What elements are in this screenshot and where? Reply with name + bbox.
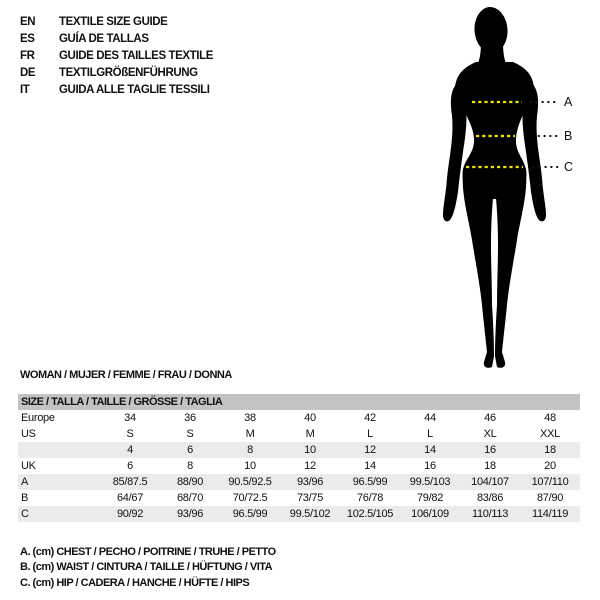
size-table <box>18 394 580 522</box>
size-cell: 87/90 <box>536 492 564 504</box>
language-code: IT <box>20 83 30 96</box>
language-row <box>20 64 213 81</box>
language-row <box>20 81 213 98</box>
size-cell: M <box>245 428 255 440</box>
language-label: TEXTILE SIZE GUIDE <box>59 15 168 28</box>
size-cell: 18 <box>544 444 556 456</box>
language-code: FR <box>20 49 35 62</box>
row-label: B <box>21 492 29 504</box>
language-code: ES <box>20 32 35 45</box>
table-row-us <box>18 426 580 442</box>
size-cell: 16 <box>484 444 496 456</box>
size-cell: 96.5/99 <box>352 476 388 488</box>
size-cell: 10 <box>304 444 316 456</box>
measure-label-a: A <box>564 95 573 109</box>
size-cell: 93/96 <box>176 508 204 520</box>
woman-silhouette-svg <box>380 0 600 380</box>
row-label: US <box>21 428 36 440</box>
size-cell: 48 <box>544 412 556 424</box>
size-cell: 79/82 <box>416 492 444 504</box>
size-cell: 36 <box>184 412 196 424</box>
measurement-legend <box>20 546 276 592</box>
size-cell: 12 <box>364 444 376 456</box>
measurement-figure <box>380 0 600 380</box>
size-cell: 99.5/103 <box>409 476 451 488</box>
size-cell: 16 <box>424 460 436 472</box>
measure-label-c: C <box>564 160 574 174</box>
size-cell: 70/72.5 <box>232 492 268 504</box>
size-cell: 114/119 <box>531 508 569 520</box>
measure-label-b: B <box>564 129 573 143</box>
size-cell: 18 <box>484 460 496 472</box>
size-cell: 93/96 <box>296 476 324 488</box>
size-cell: 68/70 <box>176 492 204 504</box>
size-cell: 12 <box>304 460 316 472</box>
size-cell: 46 <box>484 412 496 424</box>
language-label: GUÍA DE TALLAS <box>59 32 149 45</box>
size-cell: 73/75 <box>296 492 324 504</box>
table-row-chest <box>18 474 580 490</box>
row-label: Europe <box>21 412 55 424</box>
size-cell: 76/78 <box>356 492 384 504</box>
size-cell: 14 <box>424 444 436 456</box>
size-cell: 88/90 <box>176 476 204 488</box>
row-label: UK <box>21 460 36 472</box>
size-cell: 6 <box>187 444 193 456</box>
legend-line-waist: B. (cm) WAIST / CINTURA / TAILLE / HÜFTUNG / VITA <box>20 561 273 574</box>
language-label: TEXTILGRÖßENFÜHRUNG <box>59 66 198 79</box>
language-row <box>20 30 213 47</box>
size-cell: 8 <box>187 460 193 472</box>
table-row-uk <box>18 458 580 474</box>
legend-line-chest: A. (cm) CHEST / PECHO / POITRINE / TRUHE / PETTO <box>20 546 276 558</box>
size-cell: 34 <box>124 412 136 424</box>
size-cell: 90/92 <box>116 508 144 520</box>
legend-line-hip: C. (cm) HIP / CADERA / HANCHE / HÜFTE / HIPS <box>20 576 250 589</box>
table-row-hip <box>18 506 580 522</box>
size-cell: 38 <box>244 412 256 424</box>
size-cell: 64/67 <box>116 492 144 504</box>
size-cell: M <box>305 428 315 440</box>
language-row <box>20 13 213 30</box>
table-row-europe <box>18 410 580 426</box>
language-block <box>20 13 213 98</box>
size-cell: 40 <box>304 412 316 424</box>
row-label: A <box>21 476 29 488</box>
table-row-waist <box>18 490 580 506</box>
size-cell: XXL <box>540 428 560 440</box>
size-cell: 107/110 <box>531 476 569 488</box>
size-cell: S <box>186 428 194 440</box>
language-label: GUIDE DES TAILLES TEXTILE <box>59 49 213 62</box>
size-cell: 6 <box>127 460 133 472</box>
size-cell: 8 <box>247 444 253 456</box>
size-cell: L <box>367 428 373 440</box>
size-cell: 110/113 <box>471 508 509 520</box>
size-cell: 106/109 <box>411 508 449 520</box>
size-cell: 104/107 <box>471 476 509 488</box>
size-cell: 4 <box>127 444 133 456</box>
language-row <box>20 47 213 64</box>
language-code: DE <box>20 66 36 79</box>
size-cell: 83/86 <box>476 492 504 504</box>
language-code: EN <box>20 15 36 28</box>
size-cell: 14 <box>364 460 376 472</box>
size-cell: XL <box>483 428 497 440</box>
size-cell: 85/87.5 <box>112 476 148 488</box>
size-cell: L <box>427 428 433 440</box>
size-cell: 102.5/105 <box>346 508 394 520</box>
language-label: GUIDA ALLE TAGLIE TESSILI <box>59 83 210 96</box>
size-cell: S <box>126 428 134 440</box>
size-cell: 96.5/99 <box>232 508 268 520</box>
size-cell: 99.5/102 <box>289 508 331 520</box>
size-cell: 90.5/92.5 <box>228 476 272 488</box>
woman-silhouette <box>443 6 546 368</box>
section-title: WOMAN / MUJER / FEMME / FRAU / DONNA <box>20 369 232 381</box>
size-cell: 10 <box>244 460 256 472</box>
row-label: C <box>21 508 29 520</box>
size-cell: 20 <box>544 460 556 472</box>
size-table-header: SIZE / TALLA / TAILLE / GRÖSSE / TAGLIA <box>18 394 580 410</box>
size-cell: 44 <box>424 412 436 424</box>
size-cell: 42 <box>364 412 376 424</box>
table-row-us-numeric <box>18 442 580 458</box>
